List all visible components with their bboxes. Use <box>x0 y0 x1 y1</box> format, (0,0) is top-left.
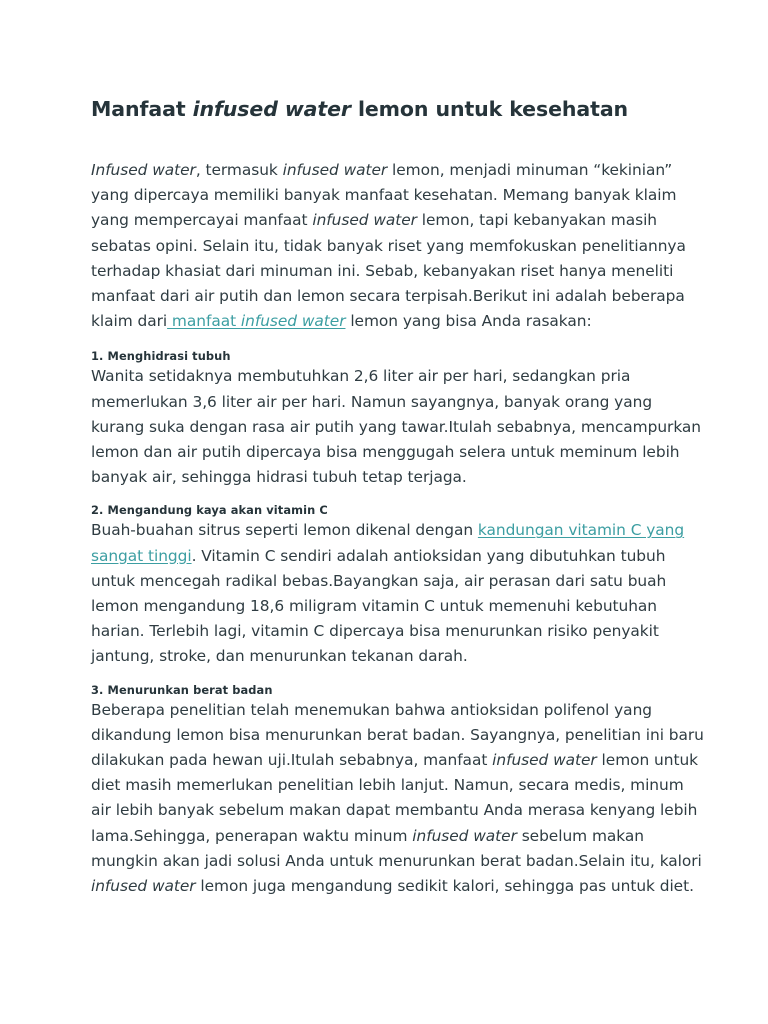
intro-italic-3: infused water <box>282 161 388 179</box>
section-body-text: lemon untuk diet masih memerlukan penelitian lebih lanjut. Namun, secara medis, minum air lebih banyak sebelum makan dapat membantu Anda merasa kenyang lebih lama.Sehingga, penerapan waktu minum <box>91 751 699 845</box>
section-body-text: . Vitamin C sendiri adalah antioksidan yang dibutuhkan tubuh untuk mencegah radikal bebas.Bayangkan saja, air perasan dari satu buah lemon mengandung 18,6 miligram vitamin C untuk memenuhi kebutuhan harian. Terlebih lagi, vitamin C dipercaya bisa menurunkan risiko penyakit jantung, stroke, dan menurunkan tekanan darah. <box>91 546 667 666</box>
intro-italic-1: Infused water <box>91 161 196 179</box>
intro-text-4: lemon, menjadi minuman “kekinian” yang dipercaya memiliki banyak manfaat kesehatan. Memang banyak klaim yang mempercayai manfaat <box>91 161 677 230</box>
section-vitamin-c <box>91 502 708 669</box>
section-body-text: Buah-buahan sitrus seperti lemon dikenal dengan <box>91 521 478 540</box>
section-italic-text: infused water <box>91 877 196 896</box>
vitamin-c-link[interactable]: kandungan vitamin C yang sangat tinggi <box>91 521 685 565</box>
section-body <box>91 698 708 900</box>
link-text: manfaat <box>167 312 241 331</box>
section-weight-loss <box>91 682 708 900</box>
title-text-end: lemon untuk kesehatan <box>350 97 629 121</box>
link-italic-text: infused water <box>240 312 346 331</box>
section-body-text: sebelum makan mungkin akan jadi solusi Anda untuk menurunkan berat badan.Selain itu, kalori <box>91 826 702 870</box>
section-heading: 3. Menurunkan berat badan <box>91 682 273 697</box>
section-heading: 1. Menghidrasi tubuh <box>91 349 231 364</box>
section-italic-text: infused water <box>412 826 517 845</box>
title-italic-text: infused water <box>192 97 351 121</box>
section-body-text: lemon juga mengandung sedikit kalori, sehingga pas untuk diet. <box>195 877 694 896</box>
section-body <box>91 518 708 669</box>
intro-paragraph <box>91 158 708 334</box>
section-body: Wanita setidaknya membutuhkan 2,6 liter air per hari, sedangkan pria memerlukan 3,6 liter air per hari. Namun sayangnya, banyak orang yang kurang suka dengan rasa air putih yang tawar.Itulah sebabnya, mencampurkan lemon dan air putih dipercaya bisa menggugah selera untuk meminum lebih banyak air, sehingga hidrasi tubuh tetap terjaga. <box>91 367 702 487</box>
intro-text-6: lemon, tapi kebanyakan masih sebatas opini. Selain itu, tidak banyak riset yang memfokuskan penelitiannya terhadap khasiat dari minuman ini. Sebab, kebanyakan riset hanya meneliti manfaat dari air putih dan lemon secara terpisah.Berikut ini adalah beberapa klaim dari <box>91 211 686 331</box>
intro-italic-5: infused water <box>312 211 417 230</box>
manfaat-infused-water-link[interactable] <box>167 312 345 330</box>
section-hydration <box>91 348 708 490</box>
intro-text-7: lemon yang bisa Anda rasakan: <box>345 312 592 331</box>
title-text: Manfaat <box>91 97 193 121</box>
section-heading: 2. Mengandung kaya akan vitamin C <box>91 503 328 518</box>
section-body-text: Beberapa penelitian telah menemukan bahwa antioksidan polifenol yang dikandung lemon bisa menurunkan berat badan. Sayangnya, penelitian ini baru dilakukan pada hewan uji.Itulah sebabnya, manfaat <box>91 700 704 770</box>
intro-text-2: , termasuk <box>195 161 283 179</box>
section-italic-text: infused water <box>492 751 597 770</box>
article-title <box>91 94 708 124</box>
